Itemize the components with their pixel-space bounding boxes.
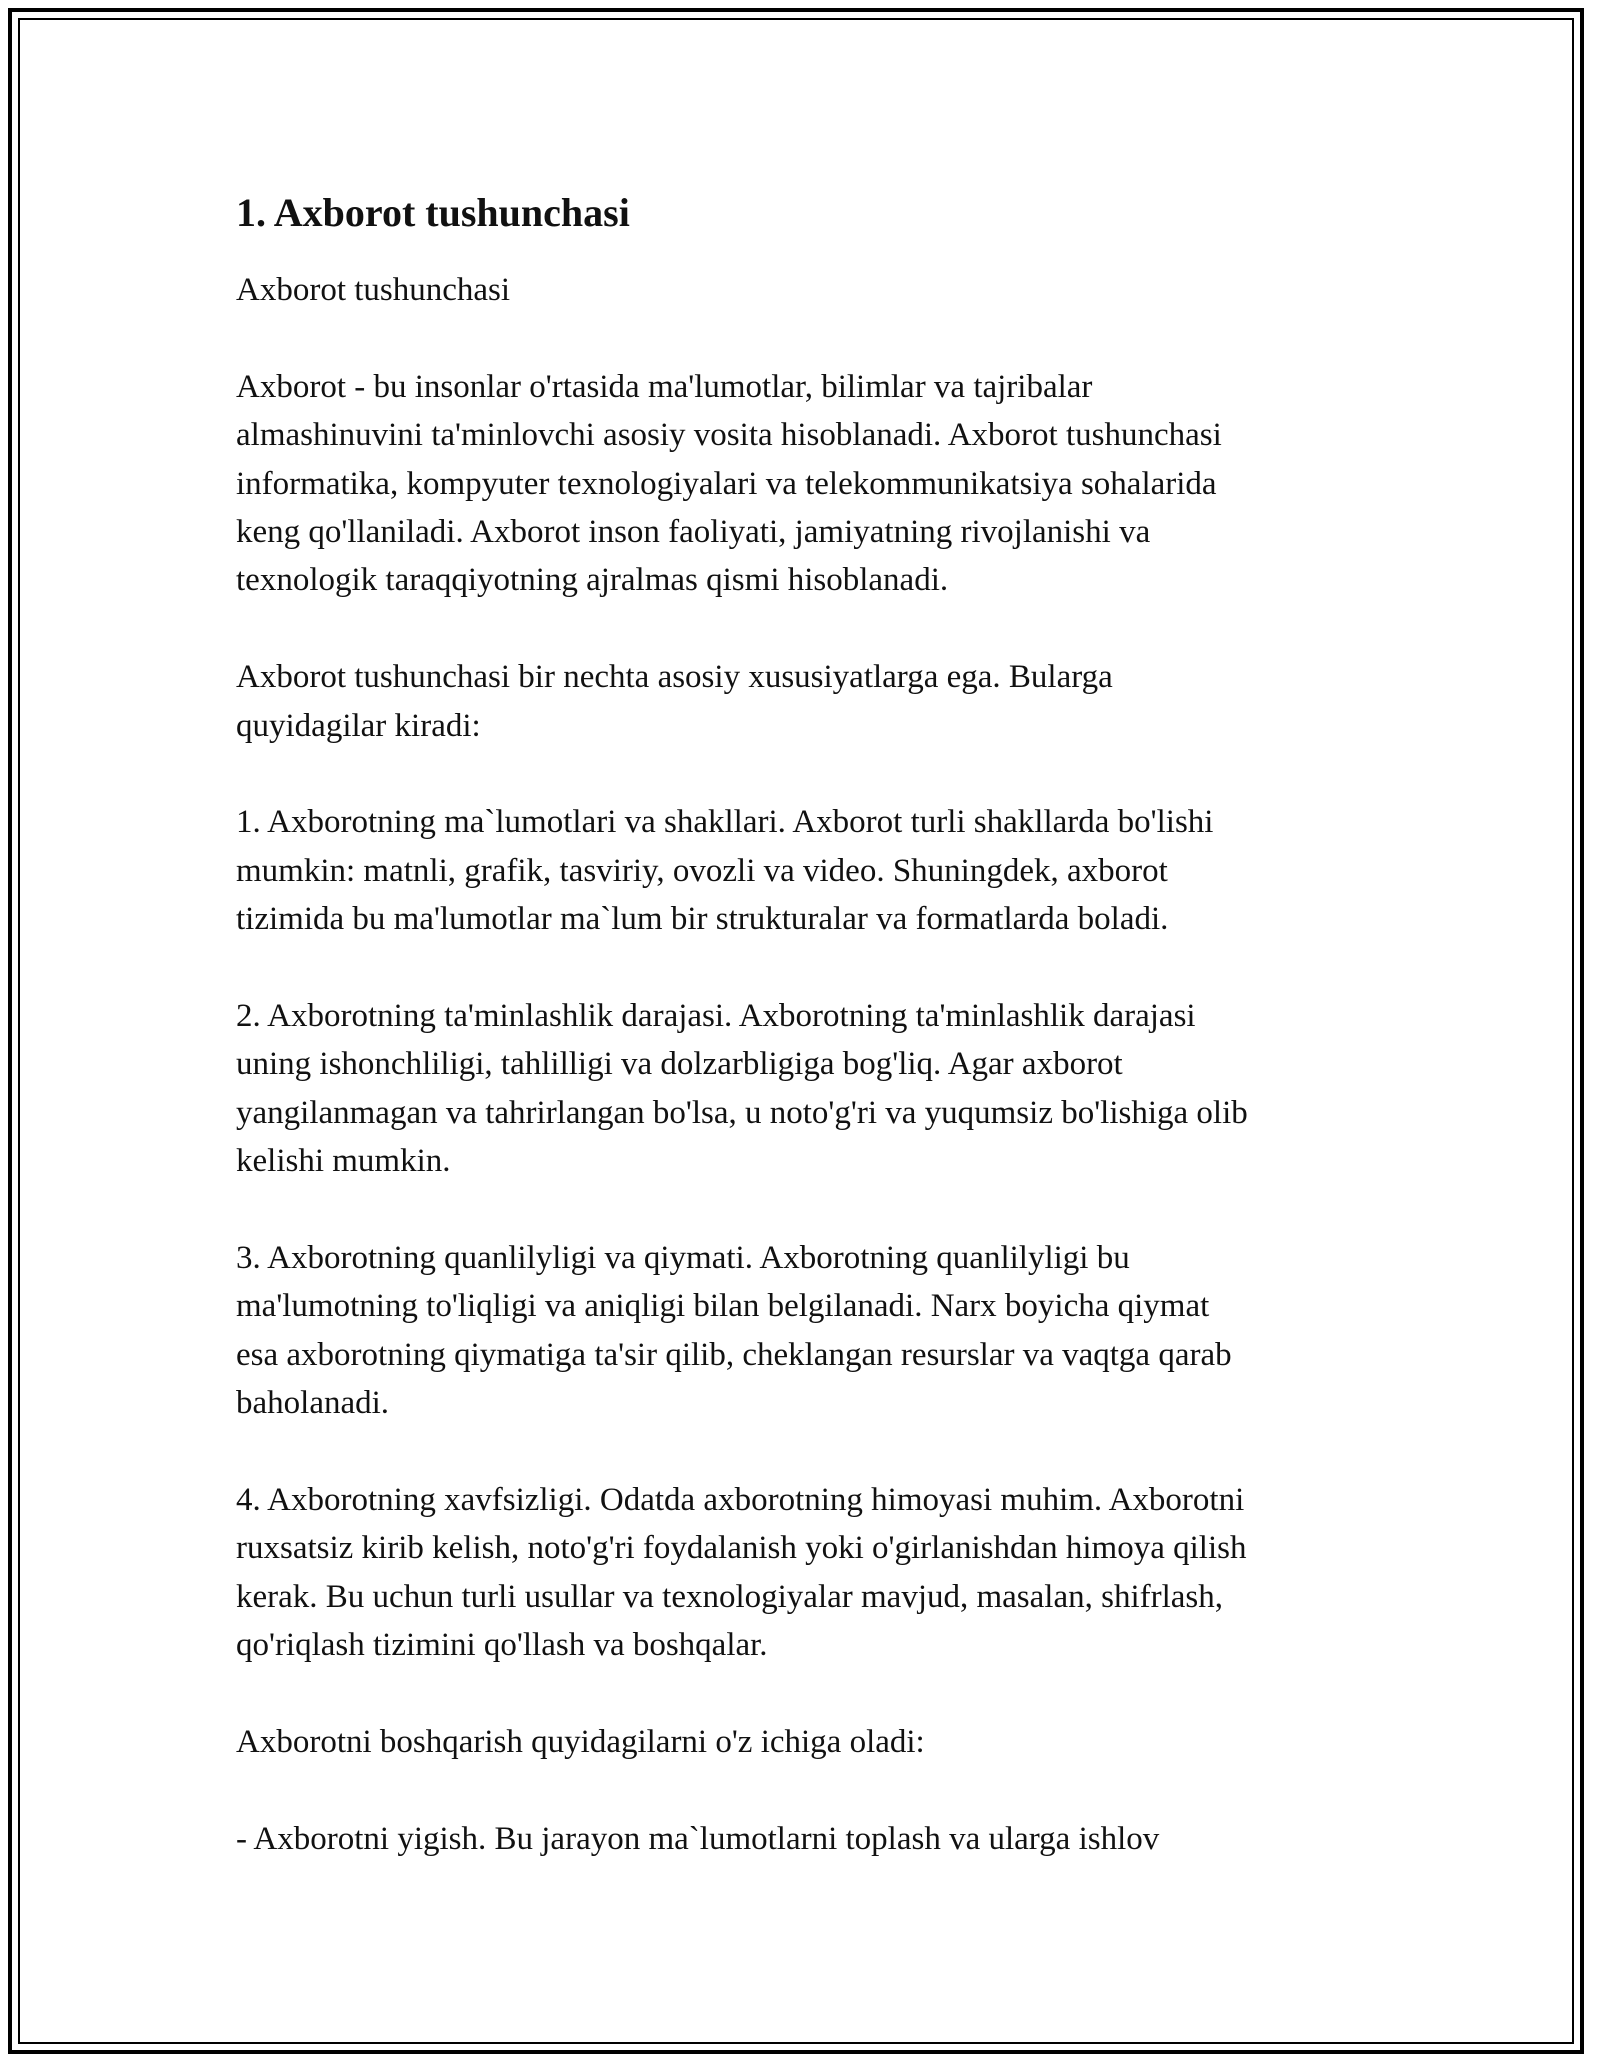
paragraph-gap	[236, 605, 1366, 653]
paragraph	[236, 1476, 1366, 1670]
text-line: yangilanmagan va tahrirlangan bo'lsa, u noto'g'ri va yuqumsiz bo'lishiga olib	[236, 1094, 1248, 1131]
paragraph	[236, 363, 1366, 605]
document-title: 1. Axborot tushunchasi	[236, 190, 630, 235]
text-line: keng qo'llaniladi. Axborot inson faoliyati, jamiyatning rivojlanishi va	[236, 514, 1151, 551]
text-line: texnologik taraqqiyotning ajralmas qismi hisoblanadi.	[236, 562, 949, 599]
paragraph	[236, 1234, 1366, 1428]
paragraph-gap	[236, 314, 1366, 362]
text-line: Axborot tushunchasi bir nechta asosiy xususiyatlarga ega. Bularga	[236, 659, 1113, 696]
text-line: uning ishonchliligi, tahlilligi va dolzarbligiga bog'liq. Agar axborot	[236, 1046, 1123, 1083]
text-line: 3. Axborotning quanlilyligi va qiymati. Axborotning quanlilyligi bu	[236, 1240, 1130, 1277]
document-body	[236, 188, 1366, 1863]
text-line: mumkin: matnli, grafik, tasviriy, ovozli va video. Shuningdek, axborot	[236, 852, 1168, 889]
text-line: quyidagilar kiradi:	[236, 707, 481, 744]
paragraph	[236, 1718, 1366, 1766]
paragraph-gap	[236, 1428, 1366, 1476]
paragraph-gap	[236, 1766, 1366, 1814]
text-line: 2. Axborotning ta'minlashlik darajasi. Axborotning ta'minlashlik darajasi	[236, 998, 1196, 1035]
text-line: kerak. Bu uchun turli usullar va texnologiyalar mavjud, masalan, shifrlash,	[236, 1578, 1224, 1615]
text-line: informatika, kompyuter texnologiyalari va telekommunikatsiya sohalarida	[236, 465, 1217, 502]
paragraph	[236, 653, 1366, 750]
paragraph-gap	[236, 944, 1366, 992]
text-line: Axborot tushunchasi	[236, 272, 511, 308]
text-line: qo'riqlash tizimini qo'llash va boshqalar.	[236, 1627, 768, 1664]
paragraph-gap	[236, 750, 1366, 798]
text-line: esa axborotning qiymatiga ta'sir qilib, cheklangan resurslar va vaqtga qarab	[236, 1336, 1232, 1373]
text-line: - Axborotni yigish. Bu jarayon ma`lumotlarni toplash va ularga ishlov	[236, 1820, 1160, 1857]
text-line: 1. Axborotning ma`lumotlari va shakllari. Axborot turli shakllarda bo'lishi	[236, 804, 1214, 841]
paragraph-list	[236, 266, 1366, 1863]
text-line: baholanadi.	[236, 1385, 390, 1422]
paragraph-gap	[236, 1670, 1366, 1718]
paragraph	[236, 1815, 1366, 1863]
text-line: 4. Axborotning xavfsizligi. Odatda axborotning himoyasi muhim. Axborotni	[236, 1482, 1245, 1519]
paragraph	[236, 992, 1366, 1186]
paragraph	[236, 798, 1366, 943]
text-line: ruxsatsiz kirib kelish, noto'g'ri foydalanish yoki o'girlanishdan himoya qilish	[236, 1530, 1247, 1567]
text-line: kelishi mumkin.	[236, 1143, 451, 1180]
text-line: tizimida bu ma'lumotlar ma`lum bir strukturalar va formatlarda boladi.	[236, 901, 1169, 938]
text-line: ma'lumotning to'liqligi va aniqligi bilan belgilanadi. Narx boyicha qiymat	[236, 1288, 1210, 1325]
paragraph-gap	[236, 1186, 1366, 1234]
paragraph	[236, 266, 1366, 314]
text-line: Axborot - bu insonlar o'rtasida ma'lumotlar, bilimlar va tajribalar	[236, 368, 1093, 405]
text-line: almashinuvini ta'minlovchi asosiy vosita hisoblanadi. Axborot tushunchasi	[236, 417, 1222, 454]
text-line: Axborotni boshqarish quyidagilarni o'z ichiga oladi:	[236, 1724, 925, 1761]
